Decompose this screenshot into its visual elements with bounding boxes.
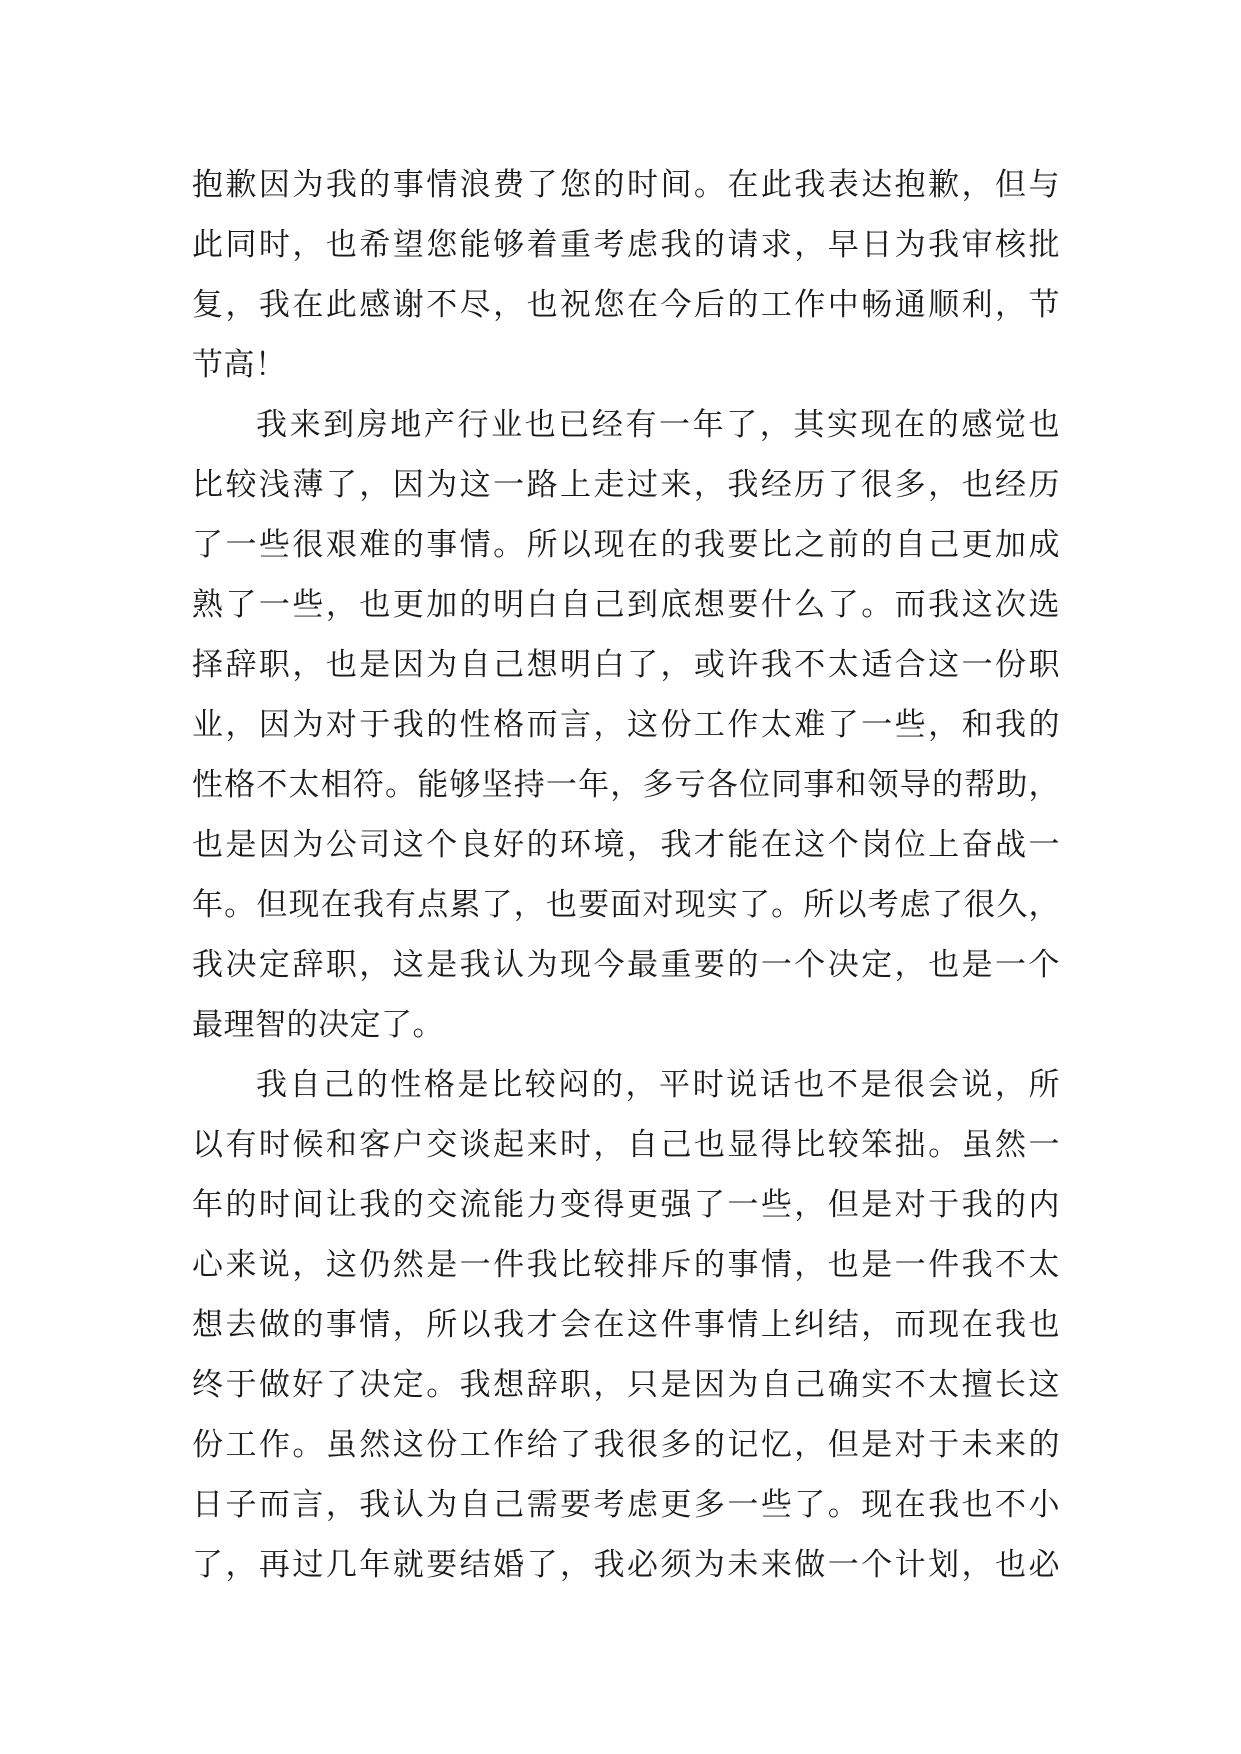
text-line: 复，我在此感谢不尽，也祝您在今后的工作中畅通顺利，节	[192, 287, 1060, 323]
text-line: 心来说，这仍然是一件我比较排斥的事情，也是一件我不太	[192, 1247, 1060, 1283]
text-line: 日子而言，我认为自己需要考虑更多一些了。现在我也不小	[192, 1487, 1060, 1523]
paragraph	[192, 155, 1060, 395]
text-line: 最理智的决定了。	[192, 1007, 444, 1043]
document-body	[192, 155, 1060, 1595]
text-line: 终于做好了决定。我想辞职，只是因为自己确实不太擅长这	[192, 1367, 1060, 1403]
paragraph	[192, 395, 1060, 1055]
text-line: 比较浅薄了，因为这一路上走过来，我经历了很多，也经历	[192, 467, 1060, 503]
text-line: 此同时，也希望您能够着重考虑我的请求，早日为我审核批	[192, 227, 1060, 263]
text-line: 份工作。虽然这份工作给了我很多的记忆，但是对于未来的	[192, 1427, 1060, 1463]
text-line: 以有时候和客户交谈起来时，自己也显得比较笨拙。虽然一	[192, 1127, 1060, 1163]
text-line: 熟了一些，也更加的明白自己到底想要什么了。而我这次选	[192, 587, 1060, 623]
text-line: 也是因为公司这个良好的环境，我才能在这个岗位上奋战一	[192, 827, 1060, 863]
text-line: 了一些很艰难的事情。所以现在的我要比之前的自己更加成	[192, 527, 1060, 563]
text-line: 抱歉因为我的事情浪费了您的时间。在此我表达抱歉，但与	[192, 167, 1060, 203]
text-line: 年。但现在我有点累了，也要面对现实了。所以考虑了很久，	[192, 887, 1060, 923]
text-line: 择辞职，也是因为自己想明白了，或许我不太适合这一份职	[192, 647, 1060, 683]
text-line: 我来到房地产行业也已经有一年了，其实现在的感觉也	[256, 407, 1060, 443]
text-line: 节高！	[192, 347, 287, 383]
text-line: 性格不太相符。能够坚持一年，多亏各位同事和领导的帮助，	[192, 767, 1060, 803]
text-line: 我自己的性格是比较闷的，平时说话也不是很会说，所	[256, 1067, 1060, 1103]
text-line: 了，再过几年就要结婚了，我必须为未来做一个计划，也必	[192, 1547, 1060, 1583]
text-line: 想去做的事情，所以我才会在这件事情上纠结，而现在我也	[192, 1307, 1060, 1343]
text-line: 年的时间让我的交流能力变得更强了一些，但是对于我的内	[192, 1187, 1060, 1223]
text-line: 我决定辞职，这是我认为现今最重要的一个决定，也是一个	[192, 947, 1060, 983]
paragraph	[192, 1055, 1060, 1595]
text-line: 业，因为对于我的性格而言，这份工作太难了一些，和我的	[192, 707, 1060, 743]
